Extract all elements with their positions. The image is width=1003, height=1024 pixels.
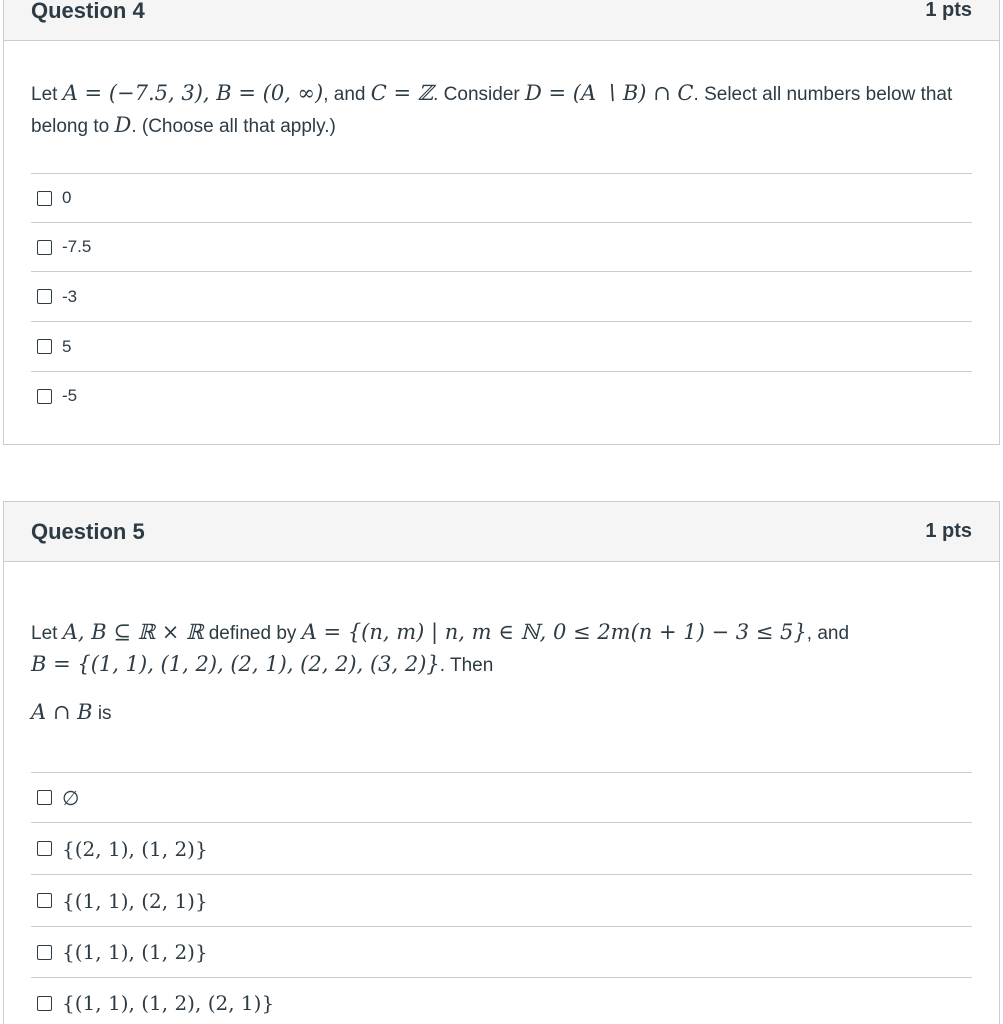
question-4: [3, 0, 1000, 445]
math-expression: D = (A ∖ B) ∩ C: [525, 81, 694, 105]
answer-option[interactable]: [31, 174, 972, 223]
question-text: Let A = (−7.5, 3), B = (0, ∞), and C = ℤ. Consider D = (A ∖ B) ∩ C. Select all numbers below that belong to D. (Choose all that apply.): [31, 81, 953, 137]
question-body: [4, 41, 999, 420]
checkbox[interactable]: [37, 841, 52, 856]
question-points: 1 pts: [925, 0, 972, 21]
answer-label: -5: [62, 386, 78, 405]
answer-option[interactable]: [31, 372, 972, 420]
answer-label: -7.5: [62, 237, 92, 256]
checkbox[interactable]: [37, 289, 52, 304]
checkbox[interactable]: [37, 389, 52, 404]
question-text: Let A, B ⊆ ℝ × ℝ defined by A = {(n, m) | n, m ∈ ℕ, 0 ≤ 2m(n + 1) − 3 ≤ 5}, and B = {(1, 1), (1, 2), (2, 1), (2, 2), (3, 2)}. Then A ∩ B is: [31, 620, 850, 724]
checkbox[interactable]: [37, 945, 52, 960]
answer-option[interactable]: [31, 272, 972, 322]
checkbox[interactable]: [37, 996, 52, 1011]
checkbox[interactable]: [37, 191, 52, 206]
math-expression: B = {(1, 1), (1, 2), (2, 1), (2, 2), (3, 2)}: [31, 652, 440, 676]
question-header: [4, 502, 999, 562]
answer-label: -3: [62, 286, 78, 306]
checkbox[interactable]: [37, 240, 52, 255]
math-expression: A = (−7.5, 3), B = (0, ∞): [62, 81, 324, 105]
question-points: 1 pts: [925, 520, 972, 542]
question-body: [4, 562, 999, 1024]
answer-label: 0: [62, 188, 72, 207]
answer-option[interactable]: [31, 322, 972, 372]
math-expression: A ∩ B: [31, 700, 93, 724]
answer-list: [31, 173, 972, 420]
answer-label: 5: [62, 336, 72, 356]
math-expression: D: [114, 113, 132, 137]
question-title: Question 5: [31, 518, 145, 544]
answer-option[interactable]: [31, 223, 972, 272]
answer-label: {(1, 1), (2, 1)}: [62, 888, 208, 913]
math-expression: A = {(n, m) | n, m ∈ ℕ, 0 ≤ 2m(n + 1) − 3 ≤ 5}: [301, 620, 807, 644]
answer-option[interactable]: [31, 978, 972, 1024]
answer-option[interactable]: [31, 773, 972, 823]
question-title: Question 4: [31, 0, 145, 23]
answer-label: {(2, 1), (1, 2)}: [62, 836, 208, 861]
answer-option[interactable]: [31, 875, 972, 927]
checkbox[interactable]: [37, 893, 52, 908]
checkbox[interactable]: [37, 790, 52, 805]
math-expression: A, B ⊆ ℝ × ℝ: [62, 620, 204, 644]
answer-label: {(1, 1), (1, 2), (2, 1)}: [62, 991, 275, 1015]
answer-option[interactable]: [31, 823, 972, 875]
math-expression: C = ℤ: [370, 81, 434, 105]
answer-label: {(1, 1), (1, 2)}: [62, 940, 208, 964]
answer-list: [31, 772, 972, 1024]
answer-label: ∅: [62, 785, 80, 810]
question-5: [3, 501, 1000, 1024]
checkbox[interactable]: [37, 339, 52, 354]
question-header: [4, 0, 999, 41]
answer-option[interactable]: [31, 927, 972, 978]
